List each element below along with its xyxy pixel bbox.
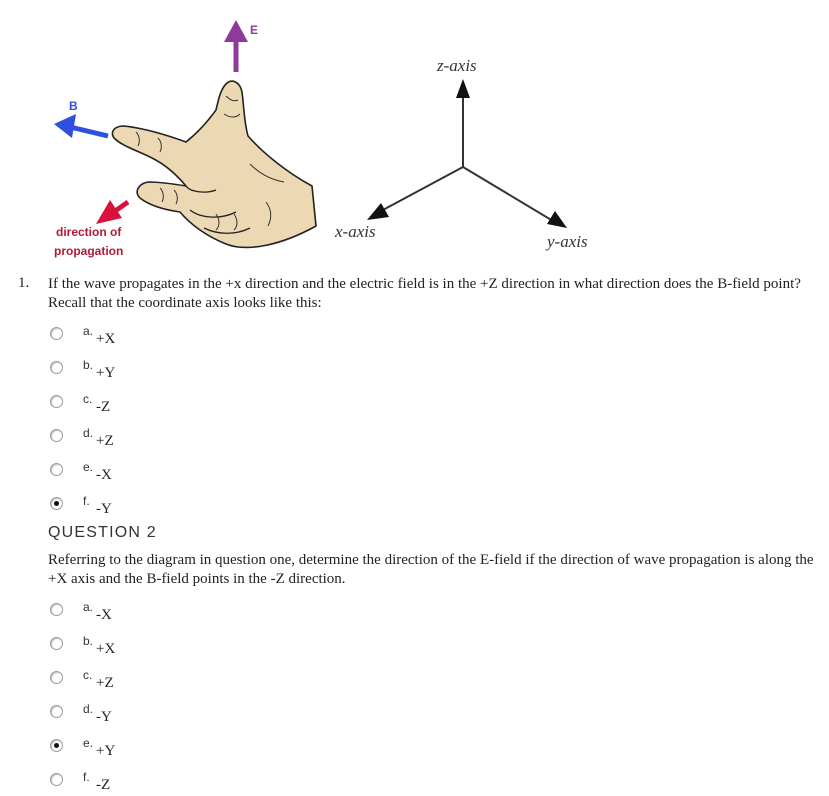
q1-option-a-letter: a. <box>83 324 94 338</box>
q2-option-f-letter: f. <box>83 770 90 784</box>
q1-option-c-radio[interactable] <box>50 395 63 408</box>
q2-option-c-letter: c. <box>83 668 93 682</box>
y-axis-arrowhead <box>547 211 567 228</box>
q1-option-d-letter: d. <box>83 426 94 440</box>
q2-option-a-label: -X <box>96 607 112 623</box>
x-axis-arrowhead <box>367 203 389 220</box>
q1-option-e-letter: e. <box>83 460 94 474</box>
q2-option-b-letter: b. <box>83 634 94 648</box>
e-field-arrowhead <box>224 20 248 42</box>
q2-option-f-radio[interactable] <box>50 773 63 786</box>
z-axis-arrowhead <box>456 79 470 98</box>
q1-option-f-radio[interactable] <box>50 497 63 510</box>
question-1-text: If the wave propagates in the +x direction and the electric field is in the +Z direction in what direction does the B-field point? Recall that the coordinate axis looks like this: <box>48 276 801 311</box>
q2-option-e-radio[interactable] <box>50 739 63 752</box>
question-2-text: Referring to the diagram in question one, determine the direction of the E-field if the direction of wave propagation is along the +X axis and the B-field points in the -Z direction. <box>48 552 814 587</box>
q2-option-d-letter: d. <box>83 702 94 716</box>
right-hand-rule-figure <box>40 14 340 264</box>
z-axis-label: z-axis <box>437 56 477 75</box>
q2-option-c-radio[interactable] <box>50 671 63 684</box>
q1-option-a-radio[interactable] <box>50 327 63 340</box>
b-field-arrow <box>70 127 108 136</box>
q2-option-e-label: +Y <box>96 743 116 759</box>
y-axis-label: y-axis <box>547 232 588 251</box>
q1-option-e-label: -X <box>96 467 112 483</box>
question-2-heading: QUESTION 2 <box>48 524 157 541</box>
q2-option-b-label: +X <box>96 641 116 657</box>
b-label: B <box>69 99 78 113</box>
y-axis-line <box>463 167 553 221</box>
q2-option-d-radio[interactable] <box>50 705 63 718</box>
b-field-arrowhead <box>54 114 76 138</box>
hand-illustration <box>112 81 316 247</box>
q1-option-b-radio[interactable] <box>50 361 63 374</box>
q1-option-a-label: +X <box>96 331 116 347</box>
question-1-number: 1. <box>18 275 30 291</box>
coordinate-axes-figure <box>325 45 615 260</box>
q1-option-b-label: +Y <box>96 365 116 381</box>
propagation-label-line1: direction of <box>56 225 122 239</box>
q2-option-a-letter: a. <box>83 600 94 614</box>
x-axis-label: x-axis <box>335 222 376 241</box>
e-label: E <box>250 23 259 37</box>
q2-option-b-radio[interactable] <box>50 637 63 650</box>
q1-option-c-label: -Z <box>96 399 111 415</box>
propagation-arrowhead <box>96 200 122 224</box>
q1-option-d-label: +Z <box>96 433 114 449</box>
q1-option-d-radio[interactable] <box>50 429 63 442</box>
q1-option-b-letter: b. <box>83 358 94 372</box>
q2-option-c-label: +Z <box>96 675 114 691</box>
q1-option-f-letter: f. <box>83 494 90 508</box>
x-axis-line <box>381 167 463 211</box>
q2-option-f-label: -Z <box>96 777 111 793</box>
q1-option-c-letter: c. <box>83 392 93 406</box>
q2-option-e-letter: e. <box>83 736 94 750</box>
propagation-label-line2: propagation <box>54 244 124 258</box>
q2-option-d-label: -Y <box>96 709 112 725</box>
q2-option-a-radio[interactable] <box>50 603 63 616</box>
q1-option-e-radio[interactable] <box>50 463 63 476</box>
q1-option-f-label: -Y <box>96 501 112 517</box>
